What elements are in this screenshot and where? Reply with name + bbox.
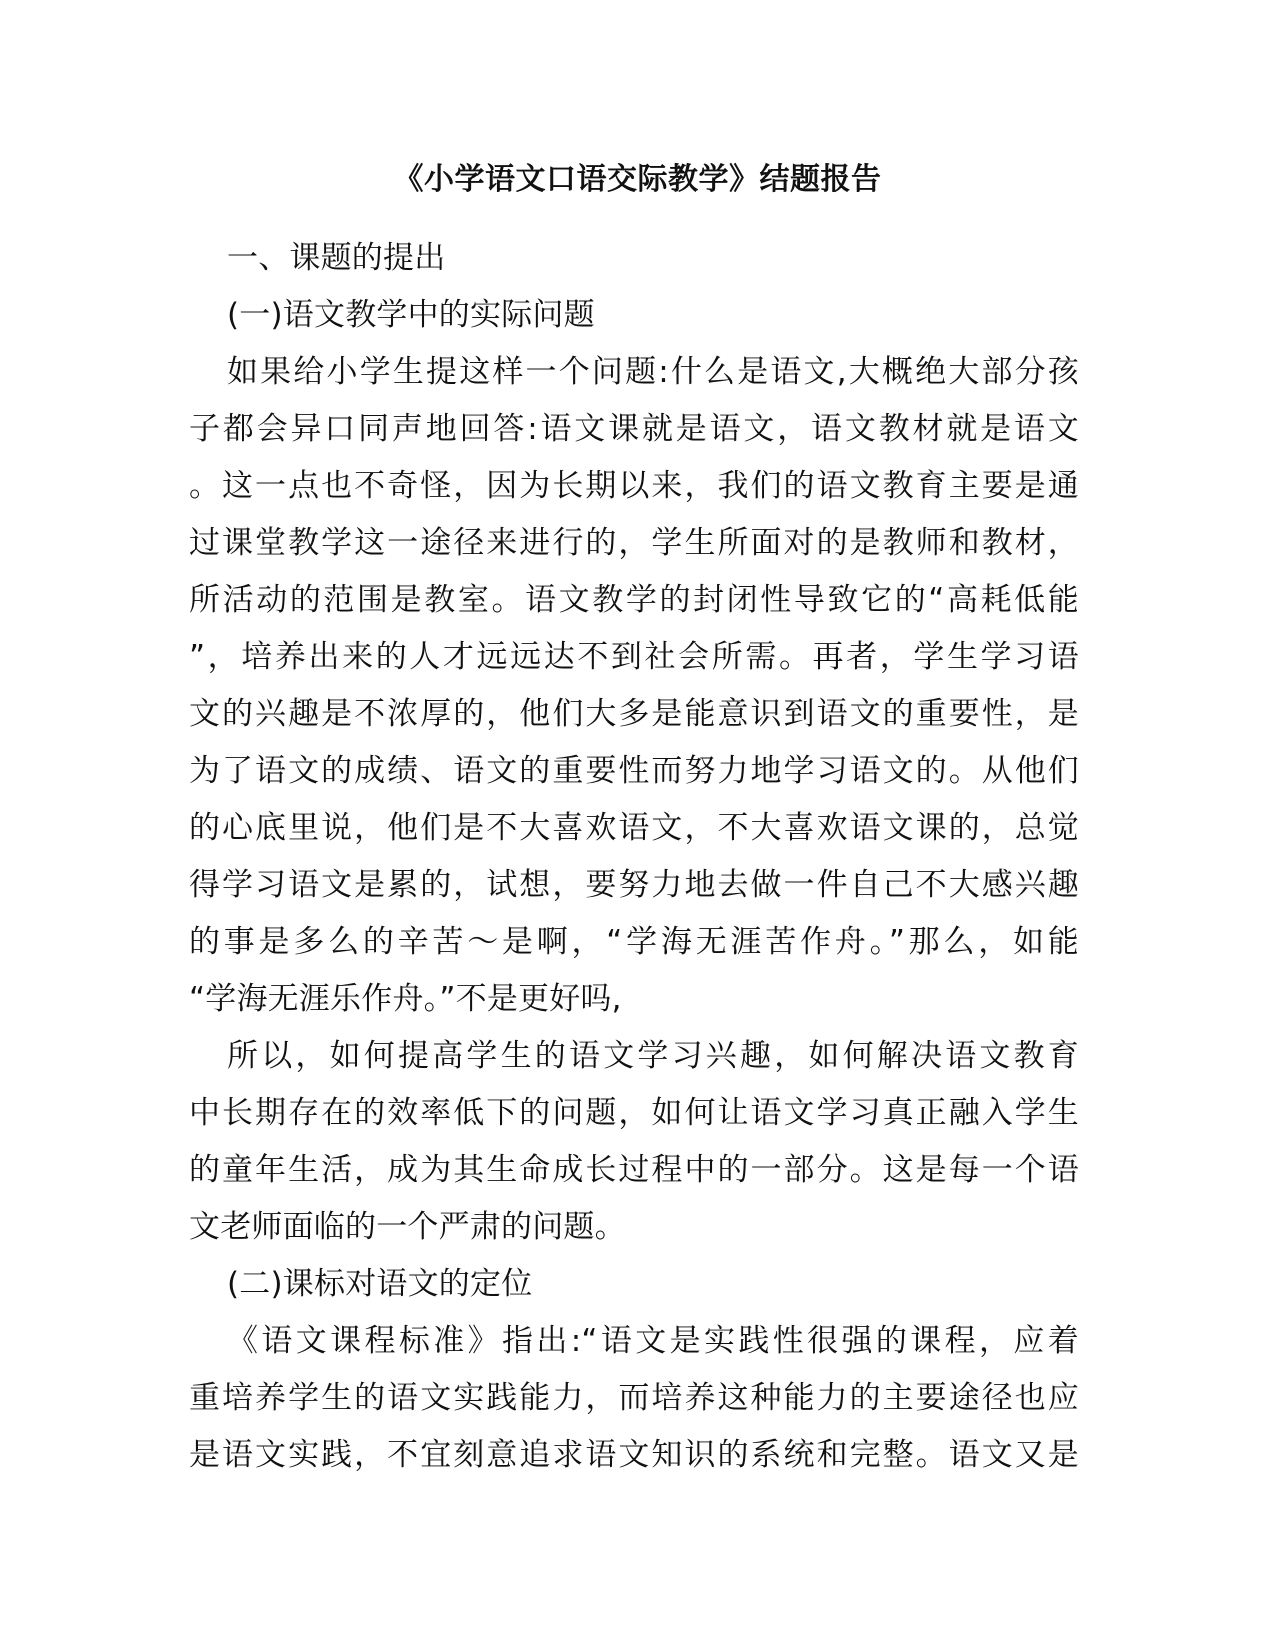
- paragraph-line: 文老师面临的一个严肃的问题。: [189, 1209, 626, 1245]
- paragraph-line: 为了语文的成绩、语文的重要性而努力地学习语文的。从他们: [189, 753, 1079, 789]
- paragraph-line: 是语文实践，不宜刻意追求语文知识的系统和完整。语文又是: [189, 1437, 1079, 1473]
- subsection-heading: (一)语文教学中的实际问题: [227, 297, 595, 333]
- section-heading: 一、课题的提出: [227, 240, 446, 276]
- paragraph-line: 中长期存在的效率低下的问题，如何让语文学习真正融入学生: [189, 1095, 1079, 1131]
- paragraph-line: 的心底里说，他们是不大喜欢语文，不大喜欢语文课的，总觉: [189, 810, 1079, 846]
- paragraph-line: 所以，如何提高学生的语文学习兴趣，如何解决语文教育: [227, 1038, 1079, 1074]
- paragraph-line: 。这一点也不奇怪，因为长期以来，我们的语文教育主要是通: [189, 468, 1079, 504]
- paragraph-line: 的童年生活，成为其生命成长过程中的一部分。这是每一个语: [189, 1152, 1079, 1188]
- document-title: 《小学语文口语交际教学》结题报告: [393, 162, 882, 197]
- paragraph-line: 重培养学生的语文实践能力，而培养这种能力的主要途径也应: [189, 1380, 1079, 1416]
- paragraph-line: 《语文课程标准》指出:“语文是实践性很强的课程，应着: [227, 1323, 1079, 1359]
- paragraph-line: 得学习语文是累的，试想，要努力地去做一件自己不大感兴趣: [189, 867, 1079, 903]
- paragraph-line: 子都会异口同声地回答:语文课就是语文，语文教材就是语文: [189, 411, 1079, 447]
- paragraph-line: 如果给小学生提这样一个问题:什么是语文,大概绝大部分孩: [227, 354, 1079, 390]
- paragraph-line: 所活动的范围是教室。语文教学的封闭性导致它的“高耗低能: [189, 582, 1079, 618]
- paragraph-line: 过课堂教学这一途径来进行的，学生所面对的是教师和教材，: [189, 525, 1079, 561]
- paragraph-line: 文的兴趣是不浓厚的，他们大多是能意识到语文的重要性，是: [189, 696, 1079, 732]
- paragraph-line: ”，培养出来的人才远远达不到社会所需。再者，学生学习语: [189, 639, 1079, 675]
- paragraph-line: 的事是多么的辛苦～是啊，“学海无涯苦作舟。”那么，如能: [189, 924, 1079, 960]
- document-body: [189, 230, 1079, 1484]
- paragraph-line: “学海无涯乐作舟。”不是更好吗,: [189, 981, 622, 1017]
- subsection-heading: (二)课标对语文的定位: [227, 1266, 533, 1302]
